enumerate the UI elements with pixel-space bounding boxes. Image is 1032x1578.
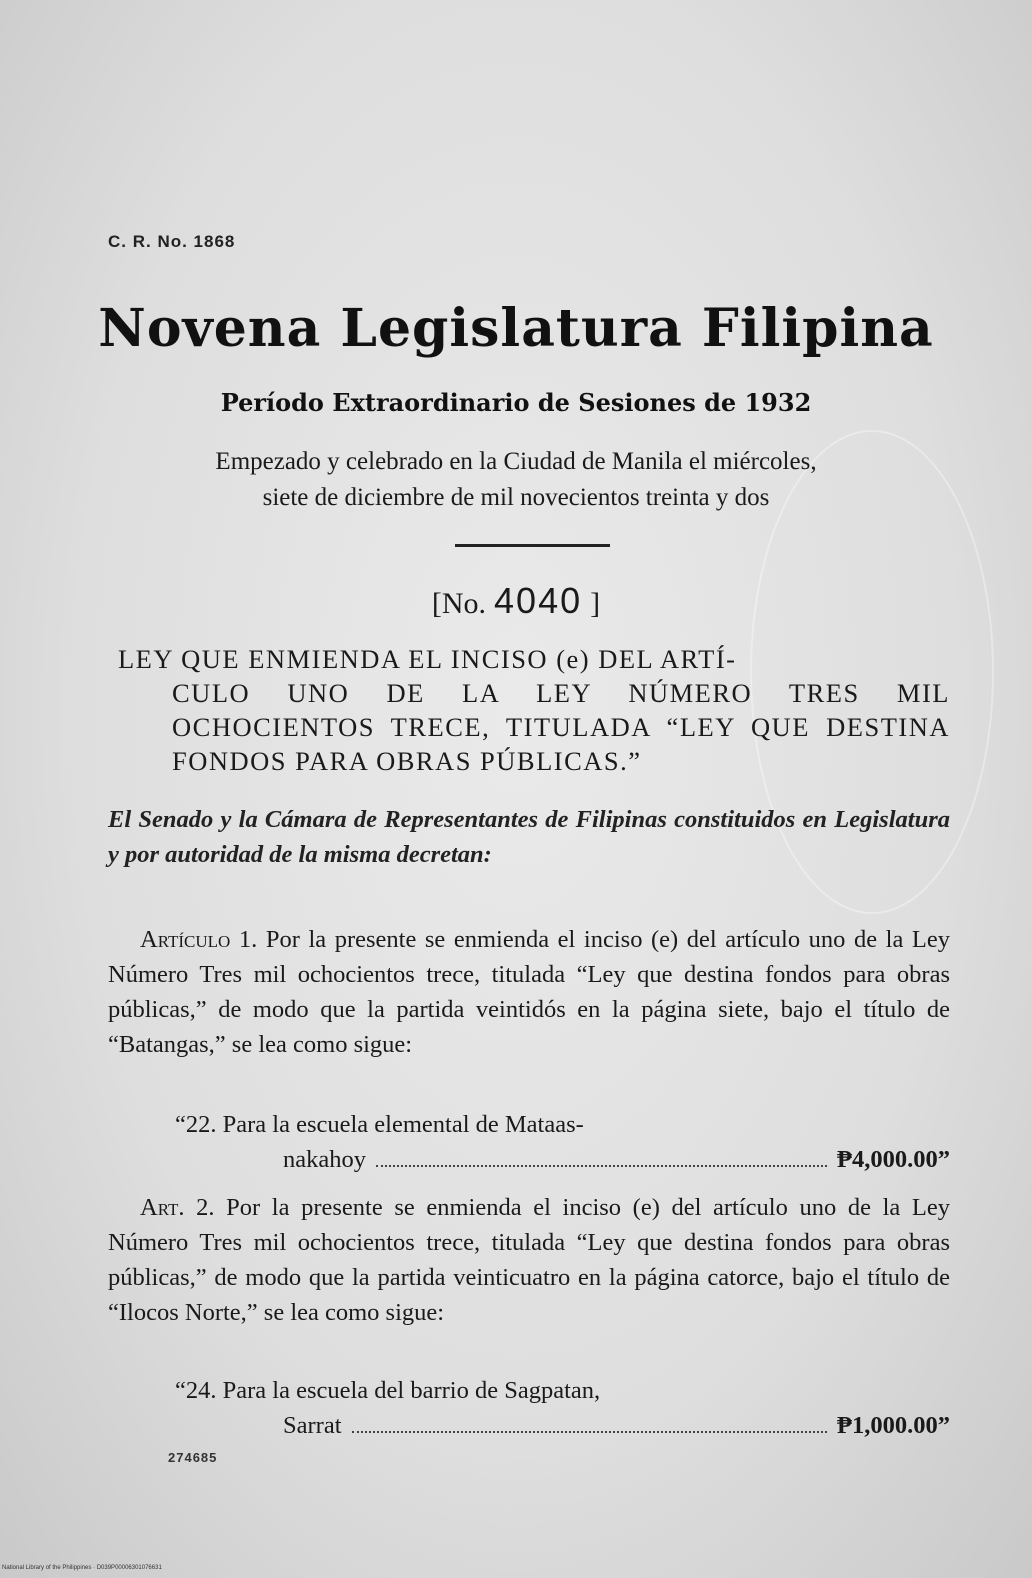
item-24-line-2: Sarrat — [283, 1412, 342, 1439]
opening-line-1: Empezado y celebrado en la Ciudad de Manila el miércoles, — [215, 448, 817, 475]
appropriation-item-24 — [175, 1373, 950, 1443]
article-1-label: Artículo 1. — [140, 926, 258, 953]
item-24-amount: ₱1,000.00” — [837, 1412, 950, 1439]
session-subtitle: Período Extraordinario de Sesiones de 1932 — [220, 388, 812, 417]
item-24-line-1: “24. Para la escuela del barrio de Sagpatan, — [175, 1377, 601, 1404]
law-title-continuation: CULO UNO DE LA LEY NÚMERO TRES MIL OCHOCIENTOS TRECE, TITULADA “LEY QUE DESTINA FONDOS PARA OBRAS PÚBLICAS.” — [172, 678, 950, 776]
article-1 — [108, 922, 950, 1062]
act-number — [0, 580, 1032, 622]
divider-rule — [455, 544, 610, 547]
footer-print-number: 274685 — [168, 1450, 218, 1465]
appropriation-item-22 — [175, 1107, 950, 1177]
dot-leader — [352, 1431, 828, 1433]
legislature-title: Novena Legislatura Filipina — [98, 298, 934, 359]
law-title — [118, 642, 950, 778]
article-2-label: Art. 2. — [140, 1194, 215, 1221]
article-1-text: Por la presente se enmienda el inciso (e) del artículo uno de la Ley Número Tres mil ochocientos trece, titulada “Ley que destina fondos para obras públicas,” de modo que la partida veintidós en la página siete, bajo el título de “Batangas,” se lea como sigue: — [108, 926, 950, 1058]
law-title-line-1: LEY QUE ENMIENDA EL INCISO (e) DEL ARTÍ- — [118, 644, 737, 674]
cr-number: C. R. No. 1868 — [108, 232, 236, 251]
dot-leader — [376, 1165, 827, 1167]
opening-statement — [0, 444, 1032, 516]
item-22-line-2: nakahoy — [283, 1146, 366, 1173]
act-number-value: 4040 — [494, 580, 583, 621]
item-22-line-1: “22. Para la escuela elemental de Mataas- — [175, 1111, 584, 1138]
act-number-prefix: [No. — [431, 587, 487, 620]
enacting-clause: El Senado y la Cámara de Representantes de Filipinas constituidos en Legislatura y por autoridad de la misma decretan: — [108, 806, 950, 868]
article-2-text: Por la presente se enmienda el inciso (e) del artículo uno de la Ley Número Tres mil ochocientos trece, titulada “Ley que destina fondos para obras públicas,” de modo que la partida veinticuatro en la página catorce, bajo el título de “Ilocos Norte,” se lea como sigue: — [108, 1194, 950, 1326]
article-2 — [108, 1190, 950, 1330]
opening-line-2: siete de diciembre de mil novecientos treinta y dos — [262, 484, 770, 511]
scan-credit: National Library of the Philippines · D039P00006301076631 — [2, 1565, 162, 1571]
item-22-amount: ₱4,000.00” — [837, 1146, 950, 1173]
act-number-suffix: ] — [590, 587, 601, 620]
